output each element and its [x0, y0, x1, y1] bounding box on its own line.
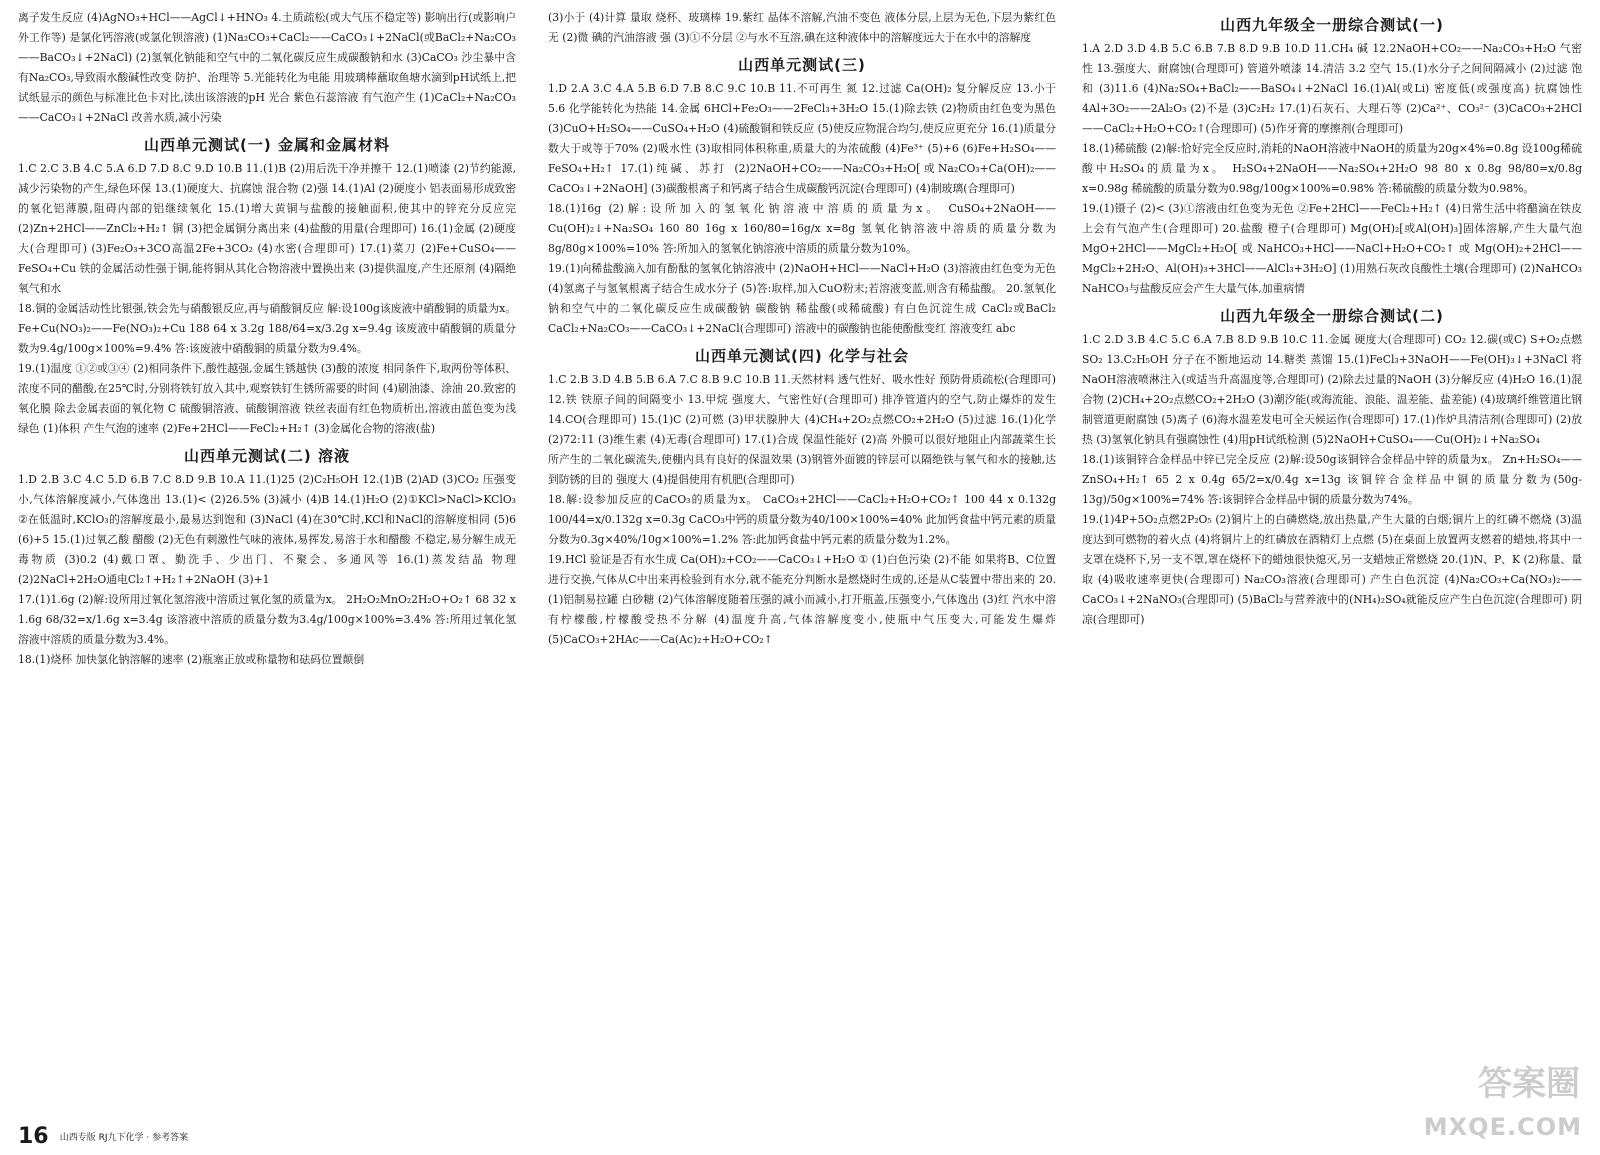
col1-intro: 离子发生反应 (4)AgNO₃+HCl——AgCl↓+HNO₃ 4.土质疏松(或大气压不稳定等) 影响出行(或影响户外工作等) 是氯化钙溶液(或氯化钡溶液) (1)Na₂CO₃+CaCl₂——CaCO₃↓+2NaCl(或BaCl₂+Na₂CO₃——BaCO₃↓+2NaCl) (2)氢氧化钠能和空气中的二氧化碳反应生成碳酸钠和水 (3)CaCO₃ 沙尘暴中含有Na₂CO₃,导致雨水酸碱性改变 防护、治理等 5.光能转化为电能 用玻璃棒蘸取鱼塘水滴到pH试纸上,把试纸显示的颜色与标准比色卡对比,读出该溶液的pH 光合 紫色石蕊溶液 有气泡产生 (1)CaCl₂+Na₂CO₃——CaCO₃↓+2NaCl 改善水质,减小污染 [18, 11, 516, 124]
col2-intro: (3)小于 (4)计算 量取 烧杯、玻璃棒 19.紫红 晶体不溶解,汽油不变色 液体分层,上层为无色,下层为紫红色 无 (2)微 碘的汽油溶液 强 (3)①不分层 ②与水不互溶,碘在这种液体中的溶解度远大于在水中的溶解度 [548, 11, 1056, 44]
unit1-q19: 19.(1)温度 ①②或③④ (2)相同条件下,酸性越强,金属生锈越快 (3)酸的浓度 相同条件下,取两份等体积、浓度不同的醋酸,在25℃时,分别将铁钉放入其中,观察铁钉生锈所需要的时间 (4)刷油漆、涂油 20.致密的氧化膜 除去金属表面的氧化物 C 硫酸铜溶液、硫酸铜溶液 铁丝表面有红色物质析出,溶液由蓝色变为浅绿色 (1)体积 产生气泡的速率 (2)Fe+2HCl——FeCl₂+H₂↑ (3)金属化合物的溶液(盐) [18, 362, 516, 435]
heading-comprehensive-test-1: 山西九年级全一册综合测试(一) [1220, 16, 1444, 34]
unit1-q18: 18.铜的金属活动性比银强,铁会先与硝酸银反应,再与硝酸铜反应 解:设100g该废液中硝酸铜的质量为x。 Fe+Cu(NO₃)₂——Fe(NO₃)₂+Cu 188 64 x 3.2g 188/64=x/3.2g x=9.4g 该废液中硝酸铜的质量分数为9.4g/100g×100%=9.4% 答:该废液中硝酸铜的质量分数为9.4%。 [18, 302, 516, 355]
unit4-q18: 18.解:设参加反应的CaCO₃的质量为x。 CaCO₃+2HCl——CaCl₂+H₂O+CO₂↑ 100 44 x 0.132g 100/44=x/0.132g x=0.3g CaCO₃中钙的质量分数为40/100×100%=40% 此加钙食盐中钙元素的质量分数为0.3g×40%/10g×100%=1.2% 答:此加钙食盐中钙元素的质量分数为1.2%。 [548, 493, 1056, 546]
watermark-url: MXQE.COM [1423, 1113, 1582, 1141]
unit3-q19: 19.(1)向稀盐酸滴入加有酚酞的氢氧化钠溶液中 (2)NaOH+HCl——NaCl+H₂O (3)溶液由红色变为无色 (4)氢离子与氢氧根离子结合生成水分子 (5)答:取样,加入CuO粉末;若溶液变蓝,则含有稀盐酸。 20.氢氧化钠和空气中的二氧化碳反应生成碳酸钠 碳酸钠 稀盐酸(或稀硫酸) 有白色沉淀生成 CaCl₂或BaCl₂ CaCl₂+Na₂CO₃——CaCO₃↓+2NaCl(合理即可) 溶液中的碳酸钠也能使酚酞变红 溶液变红 abc [548, 262, 1056, 335]
page-footer [18, 1124, 188, 1149]
comp1-q19: 19.(1)镊子 (2)< (3)①溶液由红色变为无色 ②Fe+2HCl——FeCl₂+H₂↑ (4)日常生活中将醋滴在铁皮上会有气泡产生(合理即可) 20.盐酸 橙子(合理即可) Mg(OH)₂[或Al(OH)₃]固体溶解,产生大量气泡 MgO+2HCl——MgCl₂+H₂O[或NaHCO₃+HCl——NaCl+H₂O+CO₂↑或Mg(OH)₂+2HCl——MgCl₂+2H₂O、Al(OH)₃+3HCl——AlCl₃+3H₂O] (1)用熟石灰改良酸性土壤(合理即可) (2)NaHCO₃ NaHCO₃与盐酸反应会产生大量气体,加重病情 [1082, 202, 1582, 295]
unit3-q18: 18.(1)16g (2)解:设所加入的氢氧化钠溶液中溶质的质量为x。 CuSO₄+2NaOH——Cu(OH)₂↓+Na₂SO₄ 160 80 16g x 160/80=16g/x x=8g 氢氧化钠溶液中溶质的质量分数为8g/80g×100%=10% 答:所加入的氢氧化钠溶液中溶质的质量分数为10%。 [548, 202, 1056, 255]
unit3-answers: 1.D 2.A 3.C 4.A 5.B 6.D 7.B 8.C 9.C 10.B 11.不可再生 氮 12.过滤 Ca(OH)₂ 复分解反应 13.小于5.6 化学能转化为热能 14.金属 6HCl+Fe₂O₃——2FeCl₃+3H₂O 15.(1)除去铁 (2)物质由红色变为黑色 (3)CuO+H₂SO₄——CuSO₄+H₂O (4)硫酸铜和铁反应 (5)使反应物混合均匀,使反应更充分 16.(1)质量分数大于或等于70% (2)吸水性 (3)取相同体积称重,质量大的为浓硫酸 (4)Fe³⁺ (5)+6 (6)Fe+H₂SO₄——FeSO₄+H₂↑ 17.(1)纯碱、苏打 (2)2NaOH+CO₂——Na₂CO₃+H₂O[或Na₂CO₃+Ca(OH)₂——CaCO₃↓+2NaOH] (3)碳酸根离子和钙离子结合生成碳酸钙沉淀(合理即可) (4)制玻璃(合理即可) [548, 82, 1056, 195]
unit4-q19: 19.HCl 验证是否有水生成 Ca(OH)₂+CO₂——CaCO₃↓+H₂O ① (1)白色污染 (2)不能 如果将B、C位置进行交换,气体从C中出来再检验到有水分,就不能充分判断水是燃烧时生成的,还是从C装置中带出来的 20.(1)铝制易拉罐 白砂糖 (2)气体溶解度随着压强的减小而减小,打开瓶盖,压强变小,气体逸出 (3)红 汽水中溶有柠檬酸,柠檬酸受热不分解 (4)温度升高,气体溶解度变小,使瓶中气压变大,可能发生爆炸 (5)CaCO₃+2HAc——Ca(Ac)₂+H₂O+CO₂↑ [548, 553, 1056, 646]
footer-text: 山西专版 RJ九下化学 · 参考答案 [59, 1133, 189, 1143]
comp1-answers: 1.A 2.D 3.D 4.B 5.C 6.B 7.B 8.D 9.B 10.D 11.CH₄ 碱 12.2NaOH+CO₂——Na₂CO₃+H₂O 气密性 13.强度大、耐腐蚀(合理即可) 管道外喷漆 14.清洁 3.2 空气 15.(1)水分子之间间隔减小 (2)过滤 饱和 (3)11.6 (4)Na₂SO₄+BaCl₂——BaSO₄↓+2NaCl 16.(1)Al(或Li) 密度低(或强度高) 抗腐蚀性 4Al+3O₂——2Al₂O₃ (2)不是 (3)C₂H₂ 17.(1)石灰石、大理石等 (2)Ca²⁺、CO₃²⁻ (3)CaCO₃+2HCl——CaCl₂+H₂O+CO₂↑(合理即可) (5)作牙膏的摩擦剂(合理即可) [1082, 42, 1582, 135]
comp1-q18: 18.(1)稀硫酸 (2)解:恰好完全反应时,消耗的NaOH溶液中NaOH的质量为20g×4%=0.8g 设100g稀硫酸中H₂SO₄的质量为x。 H₂SO₄+2NaOH——Na₂SO₄+2H₂O 98 80 x 0.8g 98/80=x/0.8g x=0.98g 稀硫酸的质量分数为0.98g/100g×100%=0.98% 答:稀硫酸的质量分数为0.98%。 [1082, 142, 1582, 195]
watermark-logo: 答案圈 [1478, 1064, 1580, 1104]
heading-unit-test-1: 山西单元测试(一) 金属和金属材料 [144, 136, 390, 154]
heading-unit-test-2: 山西单元测试(二) 溶液 [184, 447, 350, 465]
comp2-q19: 19.(1)4P+5O₂点燃2P₂O₅ (2)铜片上的白磷燃烧,放出热量,产生大量的白烟;铜片上的红磷不燃烧 (3)温度达到可燃物的着火点 (4)将铜片上的红磷放在酒精灯上点燃 (5)在桌面上放置两支燃着的蜡烛,将其中一支罩在烧杯下,另一支不罩,罩在烧杯下的蜡烛很快熄灭,另一支蜡烛正常燃烧 20.(1)N、P、K (2)称量、量取 (4)吸收速率更快(合理即可) Na₂CO₃溶液(合理即可) 产生白色沉淀 (4)Na₂CO₃+Ca(NO₃)₂——CaCO₃↓+2NaNO₃(合理即可) (5)BaCl₂与营养液中的(NH₄)₂SO₄就能反应产生白色沉淀(合理即可) 阴凉(合理即可) [1082, 513, 1582, 626]
column-middle [548, 8, 1056, 1119]
comp2-answers: 1.C 2.D 3.B 4.C 5.C 6.A 7.B 8.D 9.B 10.C 11.金属 硬度大(合理即可) CO₂ 12.碳(或C) S+O₂点燃SO₂ 13.C₂H₅OH 分子在不断地运动 14.糖类 蒸馏 15.(1)FeCl₃+3NaOH——Fe(OH)₃↓+3NaCl 将NaOH溶液喷淋注入(或适当升高温度等,合理即可) (2)除去过量的NaOH (3)分解反应 (4)H₂O 16.(1)混合物 (2)CH₄+2O₂点燃CO₂+2H₂O (3)潮汐能(或海流能、浪能、温差能、盐差能) (4)玻璃纤维管道比钢制管道更耐腐蚀 (5)离子 (6)海水温差发电可全天候运作(合理即可) 17.(1)作炉具清洁剂(合理即可) (2)放热 (3)氢氧化钠具有强腐蚀性 (4)用pH试纸检测 (5)2NaOH+CuSO₄——Cu(OH)₂↓+Na₂SO₄ [1082, 333, 1582, 446]
unit2-q17: 17.(1)1.6g (2)解:设所用过氧化氢溶液中溶质过氧化氢的质量为x。 2H₂O₂MnO₂2H₂O+O₂↑ 68 32 x 1.6g 68/32=x/1.6g x=3.4g 该溶液中溶质的质量分数为3.4g/100g×100%=3.4% 答:所用过氧化氢溶液中溶质的质量分数为3.4%。 [18, 593, 516, 646]
heading-comprehensive-test-2: 山西九年级全一册综合测试(二) [1220, 307, 1444, 325]
heading-unit-test-3: 山西单元测试(三) [738, 56, 866, 74]
heading-unit-test-4: 山西单元测试(四) 化学与社会 [695, 347, 909, 365]
column-left [18, 8, 516, 1119]
unit1-answers: 1.C 2.C 3.B 4.C 5.A 6.D 7.D 8.C 9.D 10.B 11.(1)B (2)用后洗干净并擦干 12.(1)喷漆 (2)节约能源,减少污染物的产生,绿色环保 13.(1)硬度大、抗腐蚀 混合物 (2)强 14.(1)Al (2)硬度小 铝表面易形成致密的氧化铝薄膜,阻碍内部的铝继续氧化 15.(1)增大黄铜与盐酸的接触面积,使其中的锌充分反应完 (2)Zn+2HCl——ZnCl₂+H₂↑ 铜 (3)把金属铜分离出来 (4)盐酸的用量(合理即可) 16.(1)金属 (2)硬度大(合理即可) (3)Fe₂O₃+3CO高温2Fe+3CO₂ (4)水密(合理即可) 17.(1)菜刀 (2)Fe+CuSO₄——FeSO₄+Cu 铁的金属活动性强于铜,能将铜从其化合物溶液中置换出来 (3)提供温度,产生还原剂 (4)隔绝氧气和水 [18, 162, 516, 295]
unit4-answers: 1.C 2.B 3.D 4.B 5.B 6.A 7.C 8.B 9.C 10.B 11.天然材料 透气性好、吸水性好 预防骨质疏松(合理即可) 12.铁 铁原子间的间隔变小 13.甲烷 强度大、气密性好(合理即可) 排净管道内的空气,防止爆炸的发生 14.CO(合理即可) 15.(1)C (2)可燃 (3)甲状腺肿大 (4)CH₄+2O₂点燃CO₂+2H₂O (5)过滤 16.(1)化学 (2)72:11 (3)维生素 (4)无毒(合理即可) 17.(1)合成 保温性能好 (2)高 外膜可以很好地阻止内部蔬菜生长所产生的二氧化碳流失,使棚内具有良好的保温效果 (3)钢管外面镀的锌层可以隔绝铁与氧气和水的接触,达到防锈的目的 强度大 (4)提倡使用有机肥(合理即可) [548, 373, 1056, 486]
comp2-q18: 18.(1)该铜锌合金样品中锌已完全反应 (2)解:设50g该铜锌合金样品中锌的质量为x。 Zn+H₂SO₄——ZnSO₄+H₂↑ 65 2 x 0.4g 65/2=x/0.4g x=13g 该铜锌合金样品中铜的质量分数为(50g-13g)/50g×100%=74% 答:该铜锌合金样品中铜的质量分数为74%。 [1082, 453, 1582, 506]
unit2-q18: 18.(1)烧杯 加快氯化钠溶解的速率 (2)瓶塞正放或称量物和砝码位置颠倒 [18, 653, 365, 666]
column-right [1082, 8, 1582, 1119]
page-number: 16 [18, 1124, 49, 1149]
unit2-answers: 1.D 2.B 3.C 4.C 5.D 6.B 7.C 8.D 9.B 10.A 11.(1)25 (2)C₂H₅OH 12.(1)B (2)AD (3)CO₂ 压强变小,气体溶解度减小,气体逸出 13.(1)< (2)26.5% (3)减小 (4)B 14.(1)H₂O (2)①KCl>NaCl>KClO₃ ②在低温时,KClO₃的溶解度最小,最易达到饱和 (3)NaCl (4)在30℃时,KCl和NaCl的溶解度相同 (5)6 (6)+5 15.(1)过氧乙酸 醋酸 (2)无色有刺激性气味的液体,易挥发,易溶于水和醋酸 不稳定,易分解生成无毒物质 (3)0.2 (4)戴口罩、勤洗手、少出门、不聚会、多通风等 16.(1)蒸发结晶 物理 (2)2NaCl+2H₂O通电Cl₂↑+H₂↑+2NaOH (3)+1 [18, 473, 516, 586]
